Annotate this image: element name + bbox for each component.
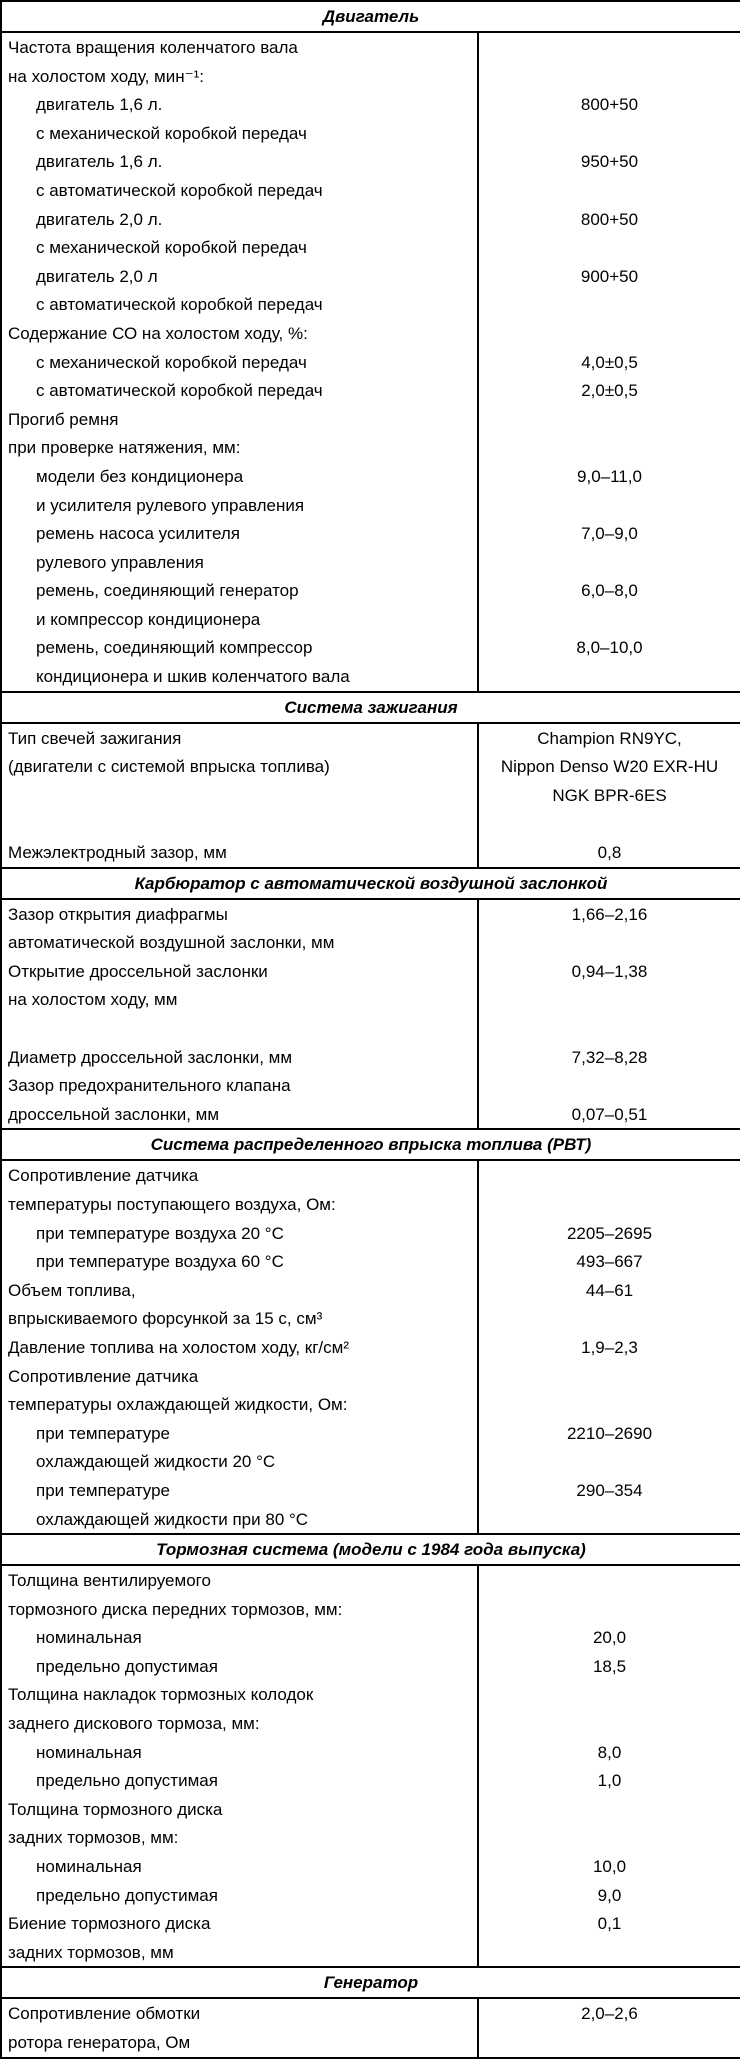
parameter-label: охлаждающей жидкости 20 °С	[36, 1452, 276, 1472]
parameter-label	[8, 781, 471, 810]
section-body-row	[1, 1998, 740, 2057]
parameter-cell	[1, 723, 478, 868]
parameter-label: при температуре	[36, 1480, 171, 1500]
parameter-value	[485, 1190, 734, 1219]
parameter-value: 8,0–10,0	[576, 638, 643, 658]
parameter-value	[485, 1161, 734, 1190]
section-title: Система распределенного впрыска топлива (РВТ)	[1, 1129, 740, 1160]
parameter-value: 44–61	[585, 1280, 634, 1300]
parameter-value: 7,0–9,0	[581, 524, 638, 544]
section-body-row	[1, 1565, 740, 1967]
parameter-value: 6,0–8,0	[581, 581, 638, 601]
parameter-label: и компрессор кондиционера	[36, 609, 261, 629]
parameter-value: 1,0	[597, 1771, 622, 1791]
parameter-label: модели без кондиционера	[36, 466, 244, 486]
parameter-label: впрыскиваемого форсункой за 15 с, см³	[8, 1309, 323, 1329]
parameter-value	[485, 1390, 734, 1419]
section-title: Карбюратор с автоматической воздушной заслонкой	[1, 868, 740, 899]
section-body-row	[1, 32, 740, 692]
specifications-body	[1, 1, 740, 2058]
parameter-value	[485, 62, 734, 91]
parameter-label: ремень насоса усилителя	[36, 524, 241, 544]
section-header-row	[1, 1967, 740, 1998]
parameter-value: 8,0	[597, 1742, 622, 1762]
parameter-label: температуры поступающего воздуха, Ом:	[8, 1194, 336, 1214]
parameter-label: ремень, соединяющий генератор	[36, 581, 299, 601]
section-body-row	[1, 899, 740, 1130]
parameter-value: 0,8	[597, 843, 622, 863]
value-cell	[478, 1160, 740, 1534]
parameter-value: 900+50	[580, 266, 639, 286]
parameter-value: 9,0	[597, 1885, 622, 1905]
parameter-value: 9,0–11,0	[577, 466, 642, 486]
parameter-value	[485, 405, 734, 434]
section-title: Тормозная система (модели с 1984 года выпуска)	[1, 1534, 740, 1565]
parameter-value: 290–354	[576, 1480, 643, 1500]
parameter-value: 2,0±0,5	[581, 381, 638, 401]
parameter-label: с автоматической коробкой передач	[36, 180, 323, 200]
parameter-cell	[1, 1565, 478, 1967]
parameter-value	[485, 662, 734, 691]
parameter-value	[485, 491, 734, 520]
parameter-value	[485, 809, 734, 838]
parameter-value: Champion RN9YC,	[537, 728, 682, 748]
parameter-label: тормозного диска передних тормозов, мм:	[8, 1599, 343, 1619]
parameter-value	[485, 1447, 734, 1476]
parameter-value: 0,1	[597, 1914, 622, 1934]
section-header-row	[1, 1534, 740, 1565]
section-header-row	[1, 1, 740, 32]
parameter-label: Объем топлива,	[8, 1280, 136, 1300]
parameter-label: Зазор предохранительного клапана	[8, 1076, 291, 1096]
parameter-value	[485, 548, 734, 577]
parameter-label: Давление топлива на холостом ходу, кг/см²	[8, 1337, 349, 1357]
parameter-cell	[1, 1160, 478, 1534]
parameter-value: Nippon Denso W20 EXR-HU	[500, 757, 719, 777]
parameter-value	[485, 176, 734, 205]
parameter-value	[485, 319, 734, 348]
section-header-row	[1, 692, 740, 723]
parameter-value: 0,94–1,38	[571, 961, 648, 981]
parameter-label: Содержание СО на холостом ходу, %:	[8, 323, 308, 343]
parameter-value: 18,5	[592, 1656, 627, 1676]
parameter-label: (двигатели с системой впрыска топлива)	[8, 757, 330, 777]
parameter-value	[485, 433, 734, 462]
parameter-label: с механической коробкой передач	[36, 123, 307, 143]
parameter-label: охлаждающей жидкости при 80 °С	[36, 1509, 309, 1529]
value-cell	[478, 1565, 740, 1967]
parameter-value: 0,07–0,51	[571, 1104, 648, 1124]
section-body-row	[1, 1160, 740, 1534]
parameter-value	[485, 1304, 734, 1333]
parameter-value: NGK BPR-6ES	[552, 785, 667, 805]
parameter-value: 2210–2690	[566, 1423, 653, 1443]
parameter-value	[485, 1709, 734, 1738]
parameter-value	[485, 33, 734, 62]
parameter-label: кондиционера и шкив коленчатого вала	[36, 667, 350, 687]
parameter-value: 2205–2695	[566, 1223, 653, 1243]
parameter-label: с механической коробкой передач	[36, 238, 307, 258]
section-header-row	[1, 1129, 740, 1160]
parameter-label: Толщина накладок тормозных колодок	[8, 1685, 314, 1705]
parameter-value: 2,0–2,6	[581, 2004, 638, 2024]
parameter-label: Частота вращения коленчатого вала	[8, 38, 298, 57]
parameter-label: Диаметр дроссельной заслонки, мм	[8, 1047, 293, 1067]
parameter-label: на холостом ходу, мин⁻¹:	[8, 66, 204, 86]
parameter-value: 4,0±0,5	[581, 352, 638, 372]
parameter-cell	[1, 32, 478, 692]
section-title: Двигатель	[1, 1, 740, 32]
parameter-label: при проверке натяжения, мм:	[8, 438, 241, 458]
section-title: Система зажигания	[1, 692, 740, 723]
parameter-value	[485, 1938, 734, 1967]
parameter-label: Сопротивление датчика	[8, 1366, 199, 1386]
parameter-label: Толщина тормозного диска	[8, 1799, 223, 1819]
parameter-label: при температуре воздуха 60 °С	[36, 1252, 284, 1272]
parameter-value	[485, 1566, 734, 1595]
parameter-value	[485, 605, 734, 634]
parameter-label: температуры охлаждающей жидкости, Ом:	[8, 1395, 348, 1415]
parameter-label: автоматической воздушной заслонки, мм	[8, 933, 335, 953]
parameter-label: с автоматической коробкой передач	[36, 295, 323, 315]
parameter-cell	[1, 1998, 478, 2057]
parameter-label: ротора генератора, Ом	[8, 2033, 191, 2052]
parameter-label: при температуре воздуха 20 °С	[36, 1223, 284, 1243]
section-title: Генератор	[1, 1967, 740, 1998]
value-cell	[478, 1998, 740, 2057]
parameter-value	[485, 928, 734, 957]
parameter-label: двигатель 1,6 л.	[36, 95, 163, 115]
value-cell	[478, 32, 740, 692]
parameter-label	[8, 1014, 471, 1043]
parameter-value: 10,0	[592, 1857, 627, 1877]
parameter-label: номинальная	[36, 1857, 142, 1877]
parameter-label: Сопротивление датчика	[8, 1166, 199, 1186]
parameter-value: 493–667	[576, 1252, 643, 1272]
parameter-label: Прогиб ремня	[8, 409, 119, 429]
parameter-value	[485, 233, 734, 262]
parameter-value: 800+50	[580, 95, 639, 115]
parameter-value	[485, 1071, 734, 1100]
parameter-value: 800+50	[580, 209, 639, 229]
parameter-label: дроссельной заслонки, мм	[8, 1104, 220, 1124]
parameter-value: 1,66–2,16	[571, 904, 648, 924]
parameter-value: 7,32–8,28	[571, 1047, 648, 1067]
parameter-value	[485, 1680, 734, 1709]
parameter-value: 950+50	[580, 152, 639, 172]
value-cell	[478, 723, 740, 868]
parameter-label: с механической коробкой передач	[36, 352, 307, 372]
parameter-value: 20,0	[592, 1628, 627, 1648]
parameter-value	[485, 1823, 734, 1852]
parameter-label: номинальная	[36, 1628, 142, 1648]
parameter-label: Толщина вентилируемого	[8, 1571, 211, 1591]
parameter-label: двигатель 1,6 л.	[36, 152, 163, 172]
parameter-value	[485, 1505, 734, 1534]
parameter-label: предельно допустимая	[36, 1656, 218, 1676]
parameter-label: заднего дискового тормоза, мм:	[8, 1714, 260, 1734]
parameter-label: задних тормозов, мм:	[8, 1828, 179, 1848]
parameter-label: предельно допустимая	[36, 1885, 218, 1905]
parameter-value	[485, 2028, 734, 2057]
parameter-label: предельно допустимая	[36, 1771, 218, 1791]
parameter-label: двигатель 2,0 л	[36, 266, 158, 286]
section-body-row	[1, 723, 740, 868]
parameter-label: Зазор открытия диафрагмы	[8, 904, 228, 924]
parameter-value	[485, 1014, 734, 1043]
parameter-label: Тип свечей зажигания	[8, 728, 182, 748]
parameter-label: рулевого управления	[36, 552, 204, 572]
parameter-label: и усилителя рулевого управления	[36, 495, 305, 515]
section-header-row	[1, 868, 740, 899]
parameter-label: двигатель 2,0 л.	[36, 209, 163, 229]
parameter-label: с автоматической коробкой передач	[36, 381, 323, 401]
parameter-label: Сопротивление обмотки	[8, 2004, 201, 2024]
parameter-label: при температуре	[36, 1423, 171, 1443]
parameter-value	[485, 119, 734, 148]
parameter-label: на холостом ходу, мм	[8, 990, 178, 1010]
parameter-value	[485, 290, 734, 319]
parameter-label	[8, 809, 471, 838]
parameter-value	[485, 1795, 734, 1824]
parameter-value	[485, 1595, 734, 1624]
parameter-value	[485, 985, 734, 1014]
parameter-label: задних тормозов, мм	[8, 1942, 174, 1962]
value-cell	[478, 899, 740, 1130]
parameter-label: Биение тормозного диска	[8, 1914, 211, 1934]
parameter-label: ремень, соединяющий компрессор	[36, 638, 313, 658]
parameter-cell	[1, 899, 478, 1130]
parameter-label: Межэлектродный зазор, мм	[8, 843, 227, 863]
parameter-label: номинальная	[36, 1742, 142, 1762]
parameter-value: 1,9–2,3	[581, 1337, 638, 1357]
parameter-label: Открытие дроссельной заслонки	[8, 961, 268, 981]
parameter-value	[485, 1362, 734, 1391]
